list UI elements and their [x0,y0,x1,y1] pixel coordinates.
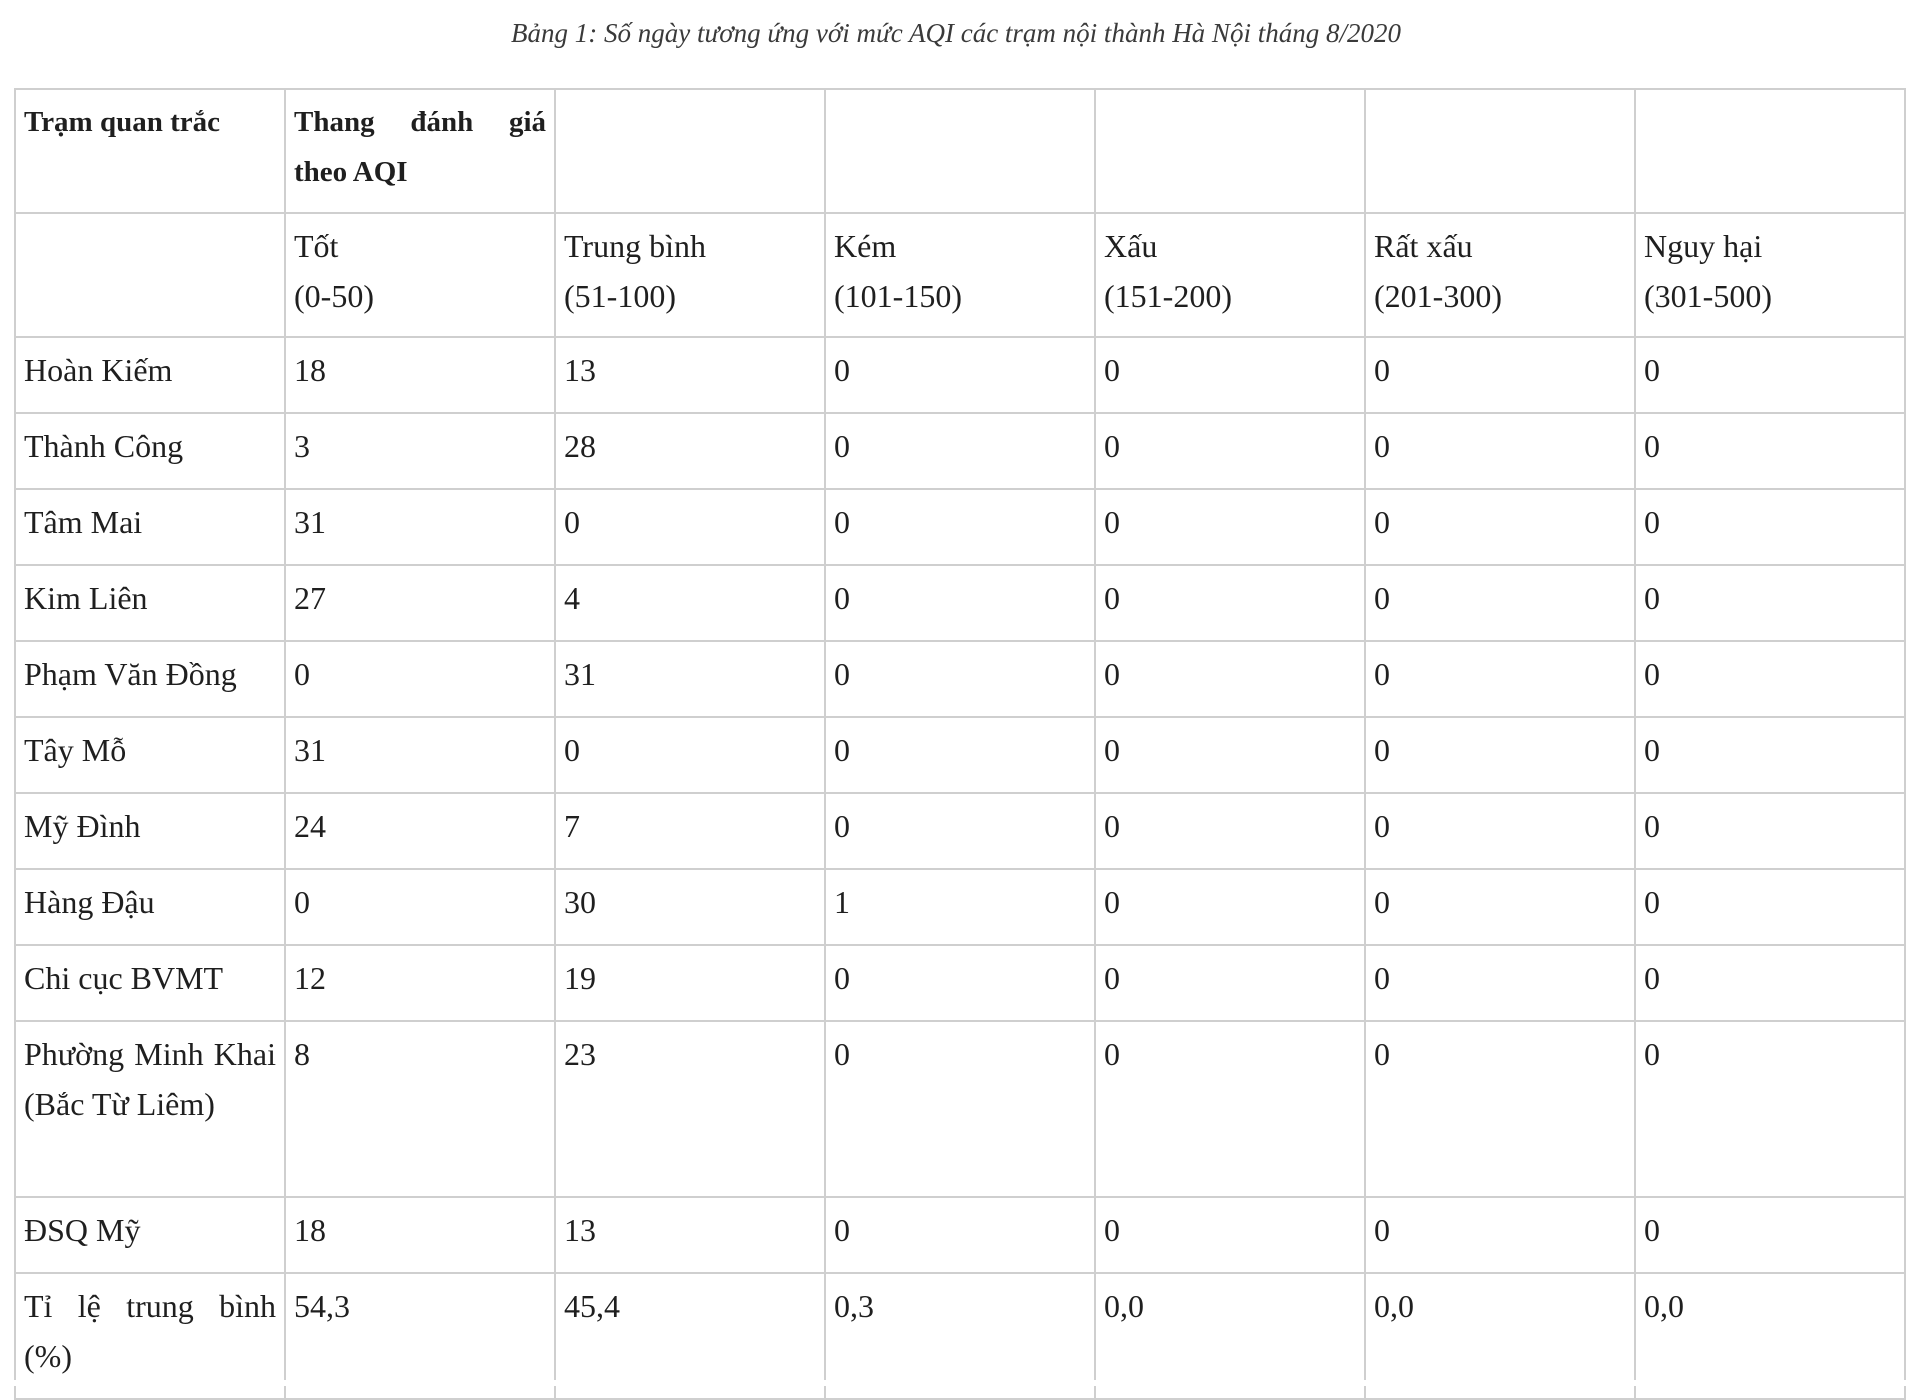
value-cell: 0 [1635,413,1905,489]
value-cell: 0 [825,413,1095,489]
station-cell: Tâm Mai [15,489,285,565]
value-cell: 0 [1365,1021,1635,1197]
level-name: Trung bình [564,228,706,264]
value-cell: 0 [1365,717,1635,793]
station-cell: Hàng Đậu [15,869,285,945]
value-cell: 0 [1635,489,1905,565]
table-row [15,1197,1905,1273]
value-cell: 0 [1365,413,1635,489]
value-cell: 31 [285,489,555,565]
value-cell: 0 [825,565,1095,641]
level-range: (201-300) [1374,278,1502,314]
table-row [15,869,1905,945]
station-cell: ĐSQ Mỹ [15,1197,285,1273]
level-range: (0-50) [294,278,374,314]
levels-row [15,213,1905,337]
value-cell: 0 [1095,1197,1365,1273]
header-scale: Thang đánh giá theo AQI [285,89,555,213]
value-cell: 0 [1635,869,1905,945]
station-cell: Phạm Văn Đồng [15,641,285,717]
value-cell: 0 [1095,1021,1365,1197]
value-cell: 0 [1635,337,1905,413]
station-cell: Phường Minh Khai (Bắc Từ Liêm) [15,1021,285,1197]
value-cell: 8 [285,1021,555,1197]
aqi-table [14,88,1906,1400]
header-empty-cell [825,89,1095,213]
level-header [1365,213,1635,337]
level-header [555,213,825,337]
value-cell: 13 [555,337,825,413]
value-cell: 0 [1635,945,1905,1021]
level-range: (301-500) [1644,278,1772,314]
value-cell: 31 [555,641,825,717]
value-cell: 0 [1365,641,1635,717]
value-cell: 0 [825,793,1095,869]
value-cell: 0,0 [1365,1273,1635,1399]
value-cell: 0 [1095,337,1365,413]
level-name: Kém [834,228,897,264]
value-cell: 0 [1365,793,1635,869]
level-name: Tốt [294,228,339,264]
value-cell: 0 [825,489,1095,565]
station-cell: Chi cục BVMT [15,945,285,1021]
value-cell: 0,3 [825,1273,1095,1399]
value-cell: 0 [825,717,1095,793]
value-cell: 23 [555,1021,825,1197]
value-cell: 0 [1095,869,1365,945]
header-row [15,89,1905,213]
value-cell: 27 [285,565,555,641]
table-caption: Bảng 1: Số ngày tương ứng với mức AQI các trạm nội thành Hà Nội tháng 8/2020 [511,18,1401,48]
value-cell: 0 [1095,641,1365,717]
value-cell: 0 [1095,945,1365,1021]
value-cell: 19 [555,945,825,1021]
value-cell: 0 [1635,1021,1905,1197]
value-cell: 0 [825,1197,1095,1273]
level-name: Nguy hại [1644,228,1763,264]
table-row [15,641,1905,717]
value-cell: 54,3 [285,1273,555,1399]
levels-empty-cell [15,213,285,337]
value-cell: 0 [1365,945,1635,1021]
value-cell: 0 [1095,793,1365,869]
header-empty-cell [555,89,825,213]
header-empty-cell [1365,89,1635,213]
level-range: (151-200) [1104,278,1232,314]
table-row [15,945,1905,1021]
value-cell: 7 [555,793,825,869]
value-cell: 0 [1095,489,1365,565]
value-cell: 3 [285,413,555,489]
value-cell: 0 [1635,565,1905,641]
value-cell: 0 [1365,869,1635,945]
station-cell: Tây Mỗ [15,717,285,793]
level-range: (51-100) [564,278,676,314]
level-header [1635,213,1905,337]
level-header [825,213,1095,337]
value-cell: 31 [285,717,555,793]
value-cell: 24 [285,793,555,869]
value-cell: 30 [555,869,825,945]
value-cell: 0 [825,1021,1095,1197]
value-cell: 0 [285,869,555,945]
table-row [15,717,1905,793]
header-empty-cell [1635,89,1905,213]
value-cell: 12 [285,945,555,1021]
bottom-cutoff [0,1380,1912,1386]
table-row [15,337,1905,413]
value-cell: 13 [555,1197,825,1273]
value-cell: 0 [1635,1197,1905,1273]
level-header [285,213,555,337]
value-cell: 0 [1365,337,1635,413]
header-station: Trạm quan trắc [15,89,285,213]
value-cell: 0 [555,717,825,793]
value-cell: 0,0 [1635,1273,1905,1399]
value-cell: 28 [555,413,825,489]
table-row [15,489,1905,565]
value-cell: 0 [285,641,555,717]
table-row [15,1021,1905,1197]
value-cell: 1 [825,869,1095,945]
value-cell: 0 [1635,793,1905,869]
value-cell: 0 [825,337,1095,413]
value-cell: 0 [1635,641,1905,717]
value-cell: 0 [1365,565,1635,641]
value-cell: 45,4 [555,1273,825,1399]
value-cell: 0 [825,641,1095,717]
table-row [15,413,1905,489]
value-cell: 18 [285,1197,555,1273]
level-range: (101-150) [834,278,962,314]
station-cell: Mỹ Đình [15,793,285,869]
value-cell: 0 [1365,1197,1635,1273]
station-cell: Thành Công [15,413,285,489]
level-name: Xấu [1104,228,1158,264]
level-name: Rất xấu [1374,228,1473,264]
value-cell: 0 [1095,413,1365,489]
value-cell: 0 [825,945,1095,1021]
station-cell: Hoàn Kiếm [15,337,285,413]
table-row [15,565,1905,641]
value-cell: 18 [285,337,555,413]
station-cell: Kim Liên [15,565,285,641]
value-cell: 0 [555,489,825,565]
value-cell: 4 [555,565,825,641]
level-header [1095,213,1365,337]
header-empty-cell [1095,89,1365,213]
value-cell: 0 [1095,565,1365,641]
value-cell: 0 [1365,489,1635,565]
value-cell: 0,0 [1095,1273,1365,1399]
value-cell: 0 [1095,717,1365,793]
value-cell: 0 [1635,717,1905,793]
table-row [15,793,1905,869]
station-cell: Tỉ lệ trung bình (%) [15,1273,285,1399]
